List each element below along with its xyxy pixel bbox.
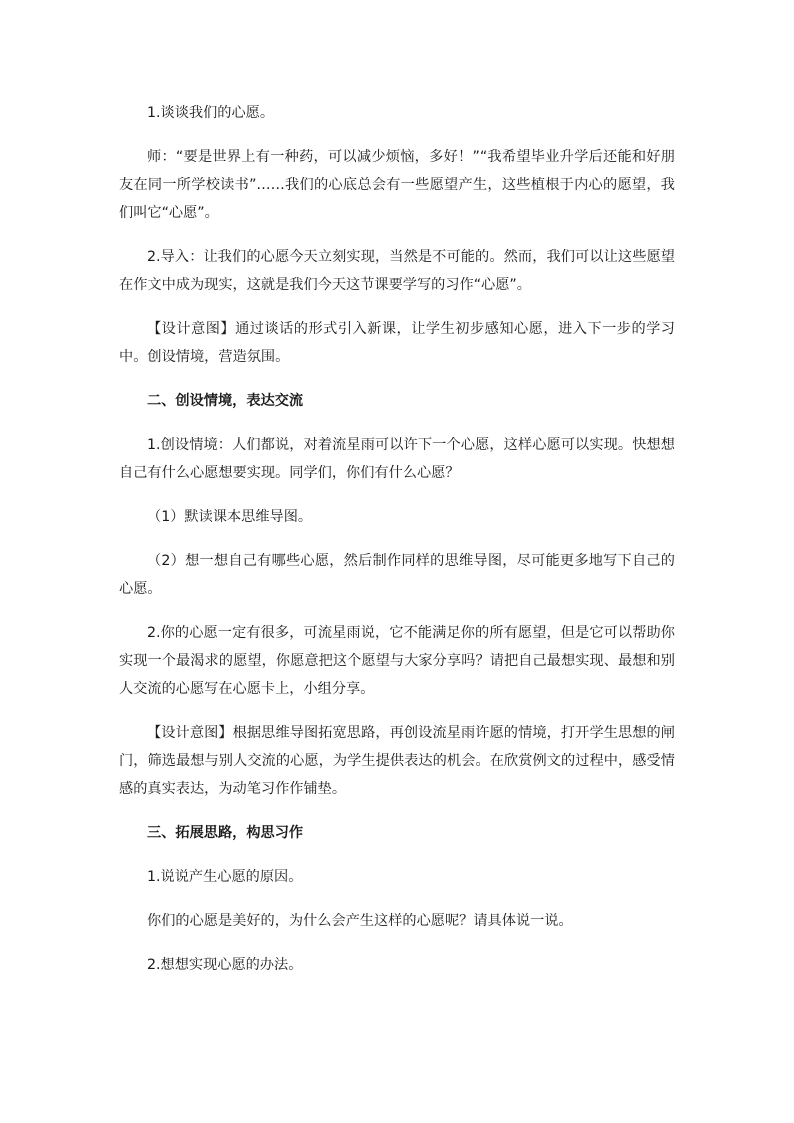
item-introduction: 2.导入：让我们的心愿今天立刻实现，当然是不可能的。然而，我们可以让这些愿望在作文中成为现实，这就是我们今天这节课要学写的习作“心愿”。 — [119, 249, 675, 293]
item-reason-for-wish: 1.说说产生心愿的原因。 — [147, 869, 303, 885]
teacher-dialogue-paragraph: 师：“要是世界上有一种药，可以减少烦恼，多好！”“我希望毕业升学后还能和好朋友在同一所学校读书”……我们的心底总会有一些愿望产生，这些植根于内心的愿望，我们叫它“心愿”。 — [119, 149, 675, 221]
section-heading-3: 三、拓展思路，构思习作 — [147, 825, 304, 841]
subitem-make-mind-map: （2）想一想自己有哪些心愿，然后制作同样的思维导图，尽可能更多地写下自己的心愿。 — [119, 553, 675, 597]
question-paragraph: 你们的心愿是美好的，为什么会产生这样的心愿呢？请具体说一说。 — [147, 913, 573, 929]
document-body — [119, 99, 675, 995]
section-heading-2: 二、创设情境，表达交流 — [147, 393, 304, 409]
subitem-read-mind-map: （1）默读课本思维导图。 — [147, 509, 313, 525]
design-intent-paragraph-2: 【设计意图】根据思维导图拓宽思路，再创设流星雨许愿的情境，打开学生思想的闸门，筛选最想与别人交流的心愿，为学生提供表达的机会。在欣赏例文的过程中，感受情感的真实表达，为动笔习作作铺垫。 — [119, 725, 675, 797]
item-talk-about-wishes: 1.谈谈我们的心愿。 — [147, 105, 275, 121]
design-intent-paragraph-1: 【设计意图】通过谈话的形式引入新课，让学生初步感知心愿，进入下一步的学习中。创设情境，营造氛围。 — [119, 321, 675, 365]
item-share-wish: 2.你的心愿一定有很多，可流星雨说，它不能满足你的所有愿望，但是它可以帮助你实现一个最渴求的愿望，你愿意把这个愿望与大家分享吗？请把自己最想实现、最想和别人交流的心愿写在心愿卡上，小组分享。 — [119, 625, 675, 697]
item-ways-to-realize: 2.想想实现心愿的办法。 — [147, 957, 303, 973]
item-create-scenario: 1.创设情境：人们都说，对着流星雨可以许下一个心愿，这样心愿可以实现。快想想自己有什么心愿想要实现。同学们，你们有什么心愿？ — [119, 437, 675, 481]
